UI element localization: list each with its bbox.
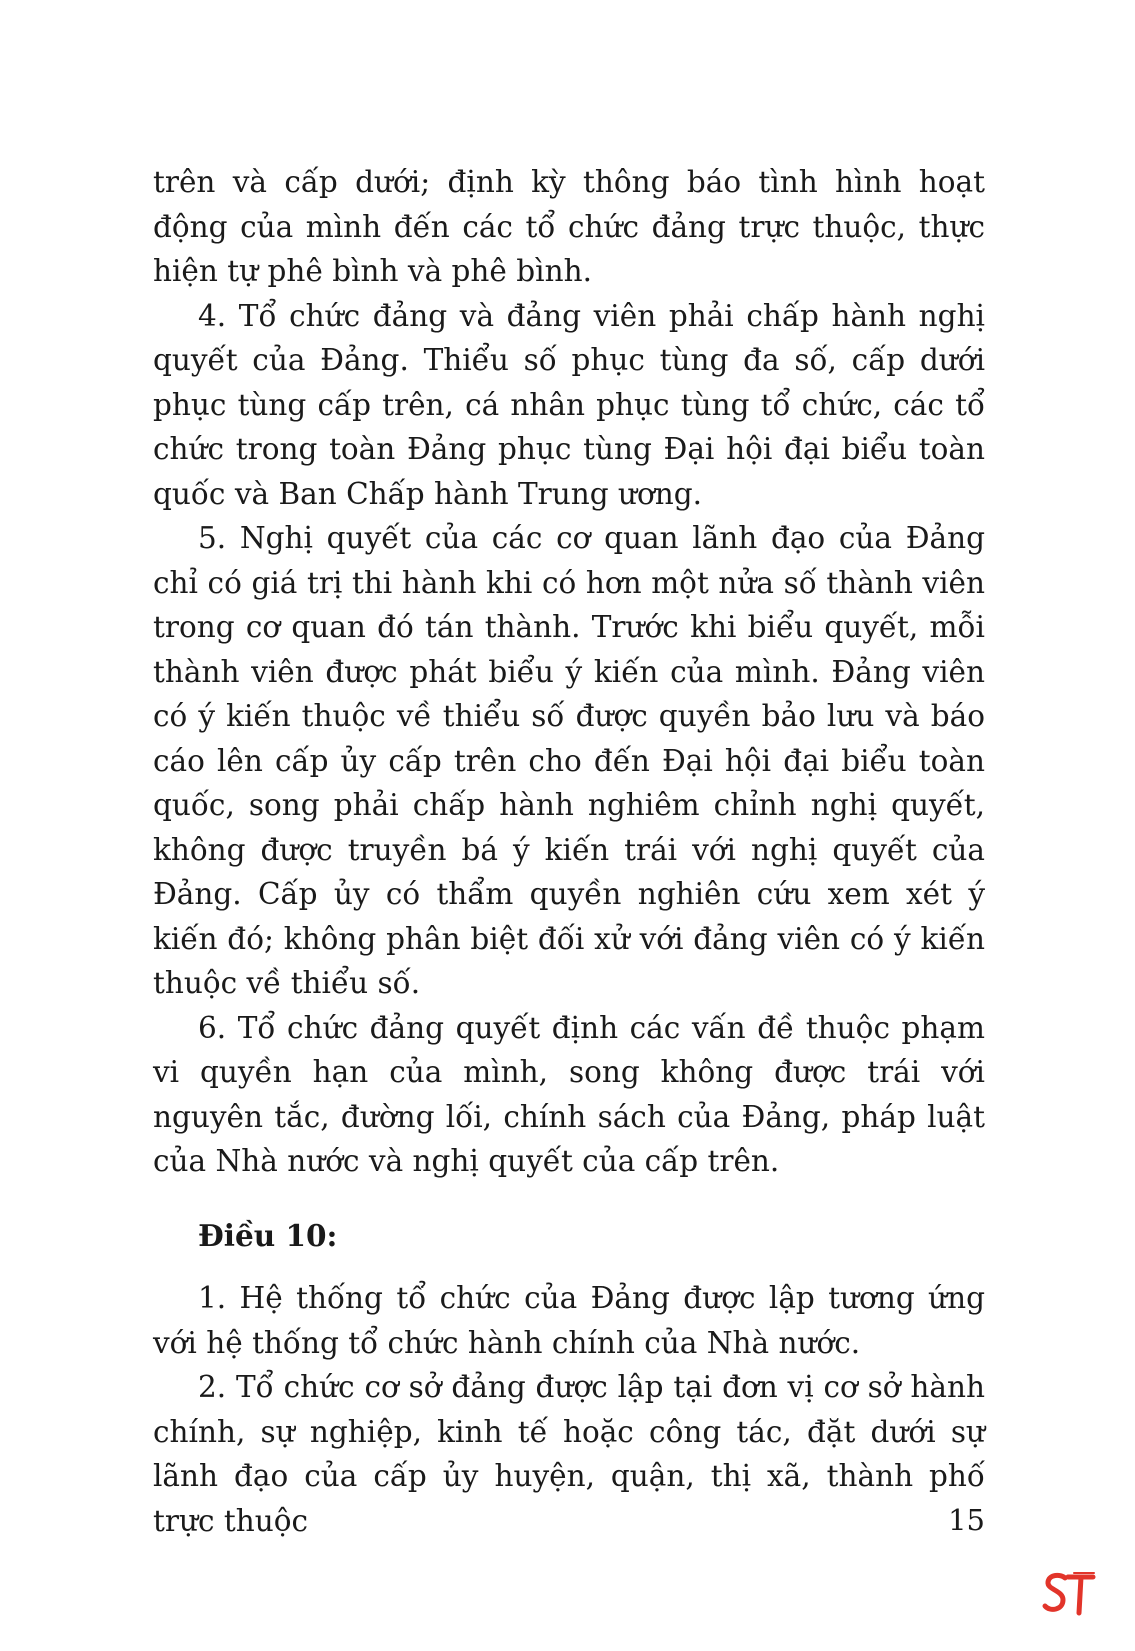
section-heading-article-10: Điều 10: — [198, 1217, 338, 1253]
paragraph-article-10-clause-2: 2. Tổ chức cơ sở đảng được lập tại đơn vị cơ sở hành chính, sự nghiệp, kinh tế hoặc công tác, đặt dưới sự lãnh đạo của cấp ủy huyện, quận, thị xã, thành phố trực thuộc — [153, 1370, 985, 1538]
publisher-logo-icon — [1041, 1569, 1097, 1619]
paragraph-clause-6: 6. Tổ chức đảng quyết định các vấn đề thuộc phạm vi quyền hạn của mình, song không được trái với nguyên tắc, đường lối, chính sách của Đảng, pháp luật của Nhà nước và nghị quyết của cấp trên. — [153, 1010, 985, 1178]
paragraph-clause-5: 5. Nghị quyết của các cơ quan lãnh đạo của Đảng chỉ có giá trị thi hành khi có hơn một nửa số thành viên trong cơ quan đó tán thành. Trước khi biểu quyết, mỗi thành viên được phát biểu ý kiến của mình. Đảng viên có ý kiến thuộc về thiểu số được quyền bảo lưu và báo cáo lên cấp ủy cấp trên cho đến Đại hội đại biểu toàn quốc, song phải chấp hành nghiêm chỉnh nghị quyết, không được truyền bá ý kiến trái với nghị quyết của Đảng. Cấp ủy có thẩm quyền nghiên cứu xem xét ý kiến đó; không phân biệt đối xử với đảng viên có ý kiến thuộc về thiểu số. — [153, 521, 985, 1000]
page-number: 15 — [948, 1503, 985, 1537]
paragraph-continuation: trên và cấp dưới; định kỳ thông báo tình hình hoạt động của mình đến các tổ chức đảng trực thuộc, thực hiện tự phê bình và phê bình. — [153, 165, 985, 288]
paragraph-clause-4: 4. Tổ chức đảng và đảng viên phải chấp hành nghị quyết của Đảng. Thiểu số phục tùng đa số, cấp dưới phục tùng cấp trên, cá nhân phục tùng tổ chức, các tổ chức trong toàn Đảng phục tùng Đại hội đại biểu toàn quốc và Ban Chấp hành Trung ương. — [153, 298, 985, 511]
document-body — [153, 160, 985, 1543]
paragraph-article-10-clause-1: 1. Hệ thống tổ chức của Đảng được lập tương ứng với hệ thống tổ chức hành chính của Nhà nước. — [153, 1281, 985, 1360]
